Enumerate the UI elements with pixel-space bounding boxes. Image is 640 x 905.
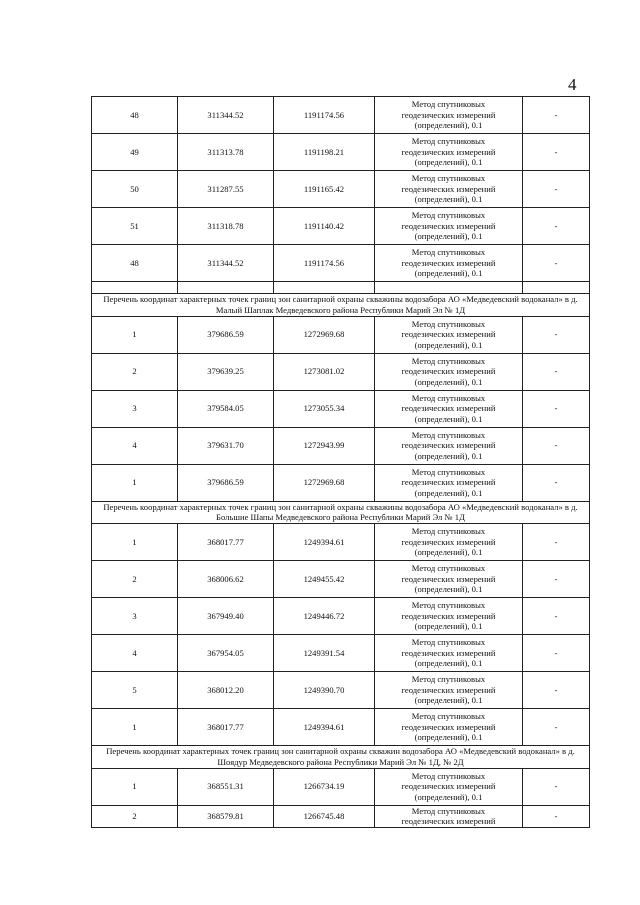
method-line: (определений), 0.1 [414, 695, 483, 706]
method-line: Метод спутниковых [411, 637, 486, 648]
method-cell [375, 316, 523, 353]
method-line: Метод спутниковых [411, 526, 486, 537]
x-coordinate-cell: 368017.77 [178, 709, 274, 746]
table-row [92, 427, 590, 464]
y-coordinate-cell: 1249394.61 [274, 524, 375, 561]
method-line: Метод спутниковых [411, 247, 486, 258]
empty-cell [92, 282, 178, 294]
note-cell: - [523, 805, 590, 827]
section-heading: Перечень координат характерных точек границ зон санитарной охраны скважины водозабора АО «Медведевский водоканал» в д. Большие Шапы Медведевского района Республики Марий Эл № 1Д [92, 501, 590, 524]
coordinates-table [91, 96, 590, 828]
method-line: (определений), 0.1 [414, 231, 483, 242]
method-line: (определений), 0.1 [414, 732, 483, 743]
empty-cell [274, 282, 375, 294]
method-line: геодезических измерений [401, 109, 496, 120]
x-coordinate-cell: 368579.81 [178, 805, 274, 827]
method-line: (определений), 0.1 [414, 584, 483, 595]
method-line: (определений), 0.1 [414, 376, 483, 387]
x-coordinate-cell: 311287.55 [178, 171, 274, 208]
method-cell [375, 805, 523, 827]
note-cell: - [523, 316, 590, 353]
note-cell: - [523, 171, 590, 208]
x-coordinate-cell: 368006.62 [178, 561, 274, 598]
method-line: (определений), 0.1 [414, 547, 483, 558]
method-line: геодезических измерений [401, 366, 496, 377]
method-line: (определений), 0.1 [414, 792, 483, 803]
point-number-cell: 48 [92, 97, 178, 134]
y-coordinate-cell: 1266734.19 [274, 768, 375, 805]
note-cell: - [523, 672, 590, 709]
section-heading: Перечень координат характерных точек границ зон санитарной охраны скважин водозабора АО «Медведевский водоканал» в д. Шоядур Медведевского района Республики Марий Эл № 1Д, № 2Д [92, 746, 590, 769]
y-coordinate-cell: 1249390.70 [274, 672, 375, 709]
method-line: геодезических измерений [401, 477, 496, 488]
method-line: Метод спутниковых [411, 805, 486, 816]
note-cell: - [523, 208, 590, 245]
x-coordinate-cell: 368017.77 [178, 524, 274, 561]
point-number-cell: 2 [92, 353, 178, 390]
coordinates-table-body [92, 97, 590, 828]
section-heading-row [92, 746, 590, 769]
note-cell: - [523, 97, 590, 134]
method-cell [375, 353, 523, 390]
method-line: Метод спутниковых [411, 466, 486, 477]
method-line: геодезических измерений [401, 721, 496, 732]
x-coordinate-cell: 368551.31 [178, 768, 274, 805]
method-cell [375, 245, 523, 282]
table-row [92, 464, 590, 501]
method-line: (определений), 0.1 [414, 268, 483, 279]
x-coordinate-cell: 379584.05 [178, 390, 274, 427]
method-cell [375, 171, 523, 208]
note-cell: - [523, 561, 590, 598]
table-row [92, 353, 590, 390]
method-line: геодезических измерений [401, 573, 496, 584]
point-number-cell: 2 [92, 561, 178, 598]
table-row [92, 316, 590, 353]
y-coordinate-cell: 1191198.21 [274, 134, 375, 171]
y-coordinate-cell: 1191140.42 [274, 208, 375, 245]
method-cell [375, 134, 523, 171]
method-line: Метод спутниковых [411, 711, 486, 722]
y-coordinate-cell: 1249446.72 [274, 598, 375, 635]
method-line: Метод спутниковых [411, 392, 486, 403]
x-coordinate-cell: 379631.70 [178, 427, 274, 464]
x-coordinate-cell: 311344.52 [178, 245, 274, 282]
y-coordinate-cell: 1191165.42 [274, 171, 375, 208]
method-line: (определений), 0.1 [414, 339, 483, 350]
note-cell: - [523, 245, 590, 282]
point-number-cell: 3 [92, 598, 178, 635]
section-heading-row [92, 294, 590, 317]
point-number-cell: 5 [92, 672, 178, 709]
point-number-cell: 50 [92, 171, 178, 208]
method-line: геодезических измерений [401, 647, 496, 658]
method-cell [375, 464, 523, 501]
method-line: геодезических измерений [401, 329, 496, 340]
method-line: Метод спутниковых [411, 173, 486, 184]
method-line: Метод спутниковых [411, 563, 486, 574]
empty-cell [523, 282, 590, 294]
y-coordinate-cell: 1191174.56 [274, 97, 375, 134]
empty-cell [375, 282, 523, 294]
method-line: геодезических измерений [401, 146, 496, 157]
y-coordinate-cell: 1272969.68 [274, 316, 375, 353]
method-cell [375, 97, 523, 134]
point-number-cell: 1 [92, 316, 178, 353]
x-coordinate-cell: 311313.78 [178, 134, 274, 171]
method-cell [375, 524, 523, 561]
point-number-cell: 2 [92, 805, 178, 827]
method-line: геодезических измерений [401, 257, 496, 268]
method-line: геодезических измерений [401, 403, 496, 414]
section-heading-row [92, 501, 590, 524]
method-line: (определений), 0.1 [414, 413, 483, 424]
method-line: (определений), 0.1 [414, 621, 483, 632]
table-row [92, 805, 590, 827]
method-cell [375, 635, 523, 672]
y-coordinate-cell: 1273055.34 [274, 390, 375, 427]
table-row [92, 598, 590, 635]
table-row [92, 672, 590, 709]
x-coordinate-cell: 311344.52 [178, 97, 274, 134]
y-coordinate-cell: 1266745.48 [274, 805, 375, 827]
x-coordinate-cell: 367954.05 [178, 635, 274, 672]
method-line: Метод спутниковых [411, 770, 486, 781]
method-line: Метод спутниковых [411, 136, 486, 147]
x-coordinate-cell: 379686.59 [178, 316, 274, 353]
section-heading: Перечень координат характерных точек границ зон санитарной охраны скважины водозабора АО «Медведевский водоканал» в д. Малый Шаплак Медведевского района Республики Марий Эл № 1Д [92, 294, 590, 317]
y-coordinate-cell: 1273081.02 [274, 353, 375, 390]
empty-cell [178, 282, 274, 294]
point-number-cell: 48 [92, 245, 178, 282]
table-row [92, 635, 590, 672]
x-coordinate-cell: 368012.20 [178, 672, 274, 709]
method-line: геодезических измерений [401, 610, 496, 621]
method-line: Метод спутниковых [411, 318, 486, 329]
method-cell [375, 561, 523, 598]
note-cell: - [523, 709, 590, 746]
method-cell [375, 709, 523, 746]
table-row [92, 709, 590, 746]
method-cell [375, 598, 523, 635]
note-cell: - [523, 768, 590, 805]
method-line: Метод спутниковых [411, 429, 486, 440]
note-cell: - [523, 598, 590, 635]
table-row [92, 208, 590, 245]
method-line: геодезических измерений [401, 536, 496, 547]
point-number-cell: 1 [92, 709, 178, 746]
table-row [92, 768, 590, 805]
method-line: геодезических измерений [401, 684, 496, 695]
table-row [92, 171, 590, 208]
x-coordinate-cell: 379639.25 [178, 353, 274, 390]
method-line: Метод спутниковых [411, 99, 486, 110]
y-coordinate-cell: 1272943.99 [274, 427, 375, 464]
table-row [92, 97, 590, 134]
point-number-cell: 49 [92, 134, 178, 171]
y-coordinate-cell: 1249394.61 [274, 709, 375, 746]
method-line: геодезических измерений [401, 183, 496, 194]
method-line: Метод спутниковых [411, 355, 486, 366]
x-coordinate-cell: 367949.40 [178, 598, 274, 635]
method-line: геодезических измерений [401, 816, 496, 827]
table-row [92, 561, 590, 598]
note-cell: - [523, 134, 590, 171]
point-number-cell: 4 [92, 427, 178, 464]
method-line: (определений), 0.1 [414, 658, 483, 669]
note-cell: - [523, 524, 590, 561]
table-row [92, 390, 590, 427]
point-number-cell: 1 [92, 768, 178, 805]
table-row [92, 245, 590, 282]
method-cell [375, 427, 523, 464]
method-cell [375, 768, 523, 805]
method-line: (определений), 0.1 [414, 487, 483, 498]
method-cell [375, 208, 523, 245]
point-number-cell: 3 [92, 390, 178, 427]
note-cell: - [523, 390, 590, 427]
method-line: (определений), 0.1 [414, 120, 483, 131]
method-line: (определений), 0.1 [414, 194, 483, 205]
method-line: Метод спутниковых [411, 210, 486, 221]
point-number-cell: 1 [92, 464, 178, 501]
point-number-cell: 51 [92, 208, 178, 245]
method-line: Метод спутниковых [411, 674, 486, 685]
method-line: геодезических измерений [401, 781, 496, 792]
y-coordinate-cell: 1191174.56 [274, 245, 375, 282]
method-line: (определений), 0.1 [414, 157, 483, 168]
page-number: 4 [568, 75, 577, 94]
point-number-cell: 1 [92, 524, 178, 561]
method-line: Метод спутниковых [411, 600, 486, 611]
spacer-row [92, 282, 590, 294]
method-line: геодезических измерений [401, 220, 496, 231]
x-coordinate-cell: 379686.59 [178, 464, 274, 501]
table-row [92, 134, 590, 171]
y-coordinate-cell: 1272969.68 [274, 464, 375, 501]
method-cell [375, 672, 523, 709]
method-line: (определений), 0.1 [414, 450, 483, 461]
x-coordinate-cell: 311318.78 [178, 208, 274, 245]
note-cell: - [523, 464, 590, 501]
y-coordinate-cell: 1249391.54 [274, 635, 375, 672]
note-cell: - [523, 427, 590, 464]
point-number-cell: 4 [92, 635, 178, 672]
note-cell: - [523, 635, 590, 672]
note-cell: - [523, 353, 590, 390]
table-row [92, 524, 590, 561]
method-cell [375, 390, 523, 427]
y-coordinate-cell: 1249455.42 [274, 561, 375, 598]
method-line: геодезических измерений [401, 440, 496, 451]
